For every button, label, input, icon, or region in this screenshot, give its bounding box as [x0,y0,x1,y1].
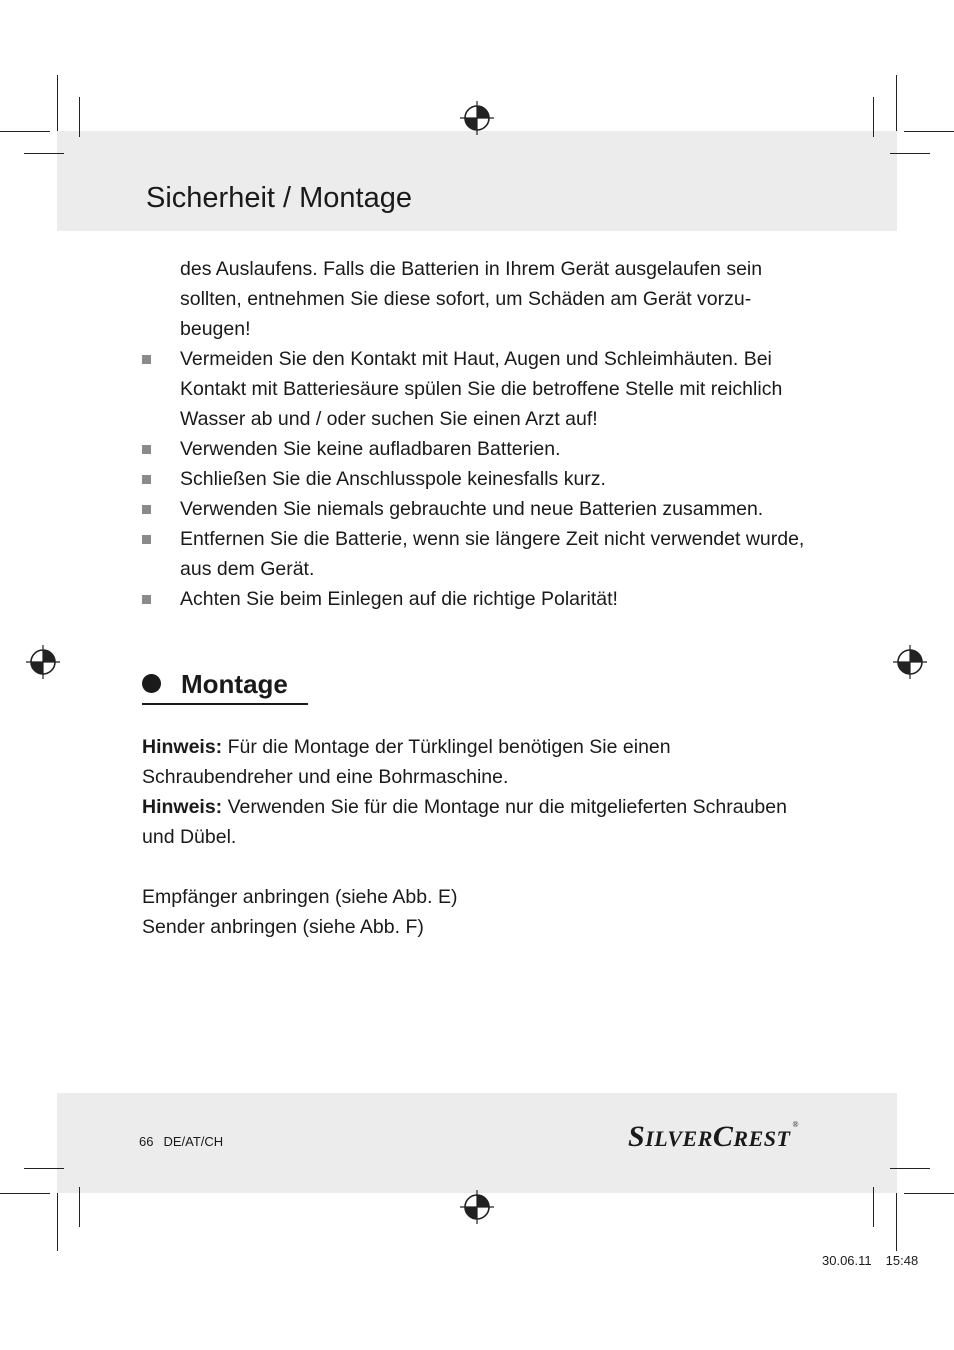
square-bullet-icon [142,505,151,514]
crop-mark [896,1193,897,1251]
crop-mark [0,131,50,132]
crosshair-registration-icon [460,101,494,135]
print-timestamp [822,1253,918,1268]
square-bullet-icon [142,445,151,454]
list-item [142,464,822,494]
crop-mark [904,1193,954,1194]
page-title: Sicherheit / Montage [146,182,412,214]
brand-logo: SILVERCREST® [628,1120,800,1153]
crosshair-registration-icon [26,645,60,679]
note-paragraph [142,792,802,852]
filled-circle-icon [142,674,161,693]
continuation-paragraph: des Auslaufens. Falls die Batterien in Ihrem Gerät ausgelaufen sein sollten, entnehmen Sie diese sofort, um Schäden am Gerät vorzu-beugen! [180,258,763,340]
note-label: Hinweis: [142,796,223,818]
crop-mark [57,1193,58,1251]
crop-mark [0,1193,50,1194]
mounting-steps [142,882,802,942]
crop-mark [890,1168,930,1169]
crop-mark [873,97,874,137]
note-text: Verwenden Sie für die Montage nur die mitgelieferten Schrauben und Dübel. [142,796,787,848]
heading-underline [142,703,308,705]
crop-mark [24,1168,64,1169]
crop-mark [24,153,64,154]
print-date: 30.06.11 [822,1253,872,1268]
list-item-text: Vermeiden Sie den Kontakt mit Haut, Augen und Schleimhäuten. Bei Kontakt mit Batteriesäure spülen Sie die betroffene Stelle mit reichlich Wasser ab und / oder suchen Sie einen Arzt auf! [180,348,783,430]
list-item [142,524,822,584]
list-item [142,494,822,524]
list-item [142,344,822,434]
crop-mark [896,75,897,131]
section-heading-text: Montage [181,669,288,699]
square-bullet-icon [142,535,151,544]
note-paragraph [142,732,802,792]
list-item-text: Schließen Sie die Anschlusspole keinesfalls kurz. [180,468,606,490]
note-label: Hinweis: [142,736,223,758]
list-item [142,584,822,614]
crosshair-registration-icon [893,645,927,679]
square-bullet-icon [142,475,151,484]
locale-code: DE/AT/CH [163,1134,224,1149]
page-number-value: 66 [139,1134,154,1149]
mounting-step: Sender anbringen (siehe Abb. F) [142,916,424,938]
crop-mark [79,97,80,137]
list-item-text: Verwenden Sie niemals gebrauchte und neue Batterien zusammen. [180,498,764,520]
crop-mark [79,1187,80,1227]
print-time: 15:48 [885,1253,919,1268]
mounting-step: Empfänger anbringen (siehe Abb. E) [142,886,458,908]
page-number [139,1134,223,1149]
note-text: Für die Montage der Türklingel benötigen Sie einen Schraubendreher und eine Bohrmaschine. [142,736,671,788]
crosshair-registration-icon [460,1190,494,1224]
square-bullet-icon [142,595,151,604]
crop-mark [890,153,930,154]
list-item [142,434,822,464]
safety-bullet-list [142,344,822,614]
square-bullet-icon [142,355,151,364]
list-item-text: Verwenden Sie keine aufladbaren Batterien. [180,438,561,460]
crop-mark [873,1187,874,1227]
notes-block [142,732,802,852]
list-item-text: Achten Sie beim Einlegen auf die richtige Polarität! [180,588,618,610]
crop-mark [904,131,954,132]
list-item-text: Entfernen Sie die Batterie, wenn sie längere Zeit nicht verwendet wurde, aus dem Gerät. [180,528,805,580]
crop-mark [57,75,58,131]
